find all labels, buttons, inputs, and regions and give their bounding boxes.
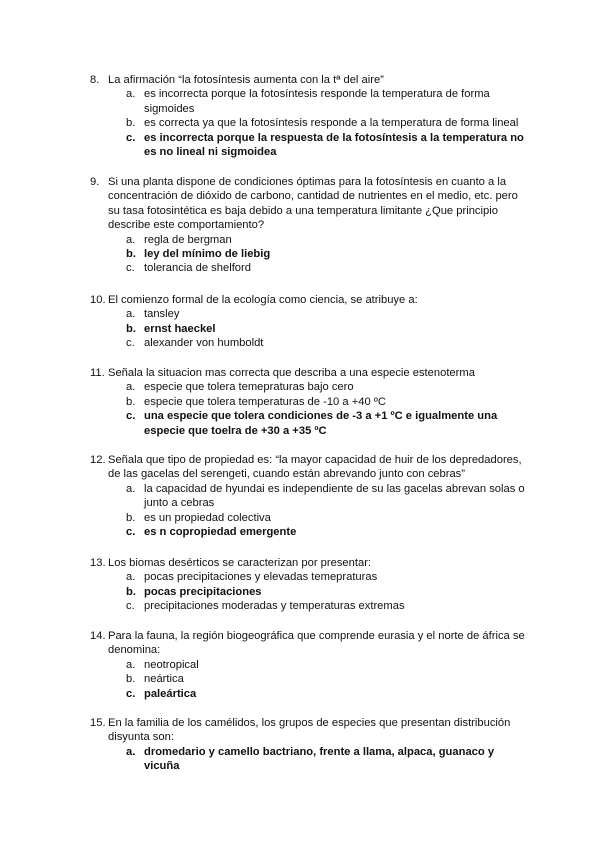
option-letter: b.	[126, 395, 136, 408]
option-letter: a.	[126, 745, 136, 758]
question-text: Para la fauna, la región biogeográfica que comprende eurasia y el norte de áfrica se denomina:	[108, 630, 525, 657]
question-number: 13.	[90, 557, 106, 569]
option-c	[90, 261, 530, 275]
option-list	[90, 380, 530, 438]
option-a	[90, 87, 530, 116]
option-c-correct	[90, 525, 530, 539]
option-letter: c.	[126, 600, 135, 613]
option-letter: b.	[126, 322, 136, 335]
option-text: alexander von humboldt	[144, 337, 264, 350]
option-c-correct	[90, 687, 530, 701]
option-list	[90, 570, 530, 613]
option-text: dromedario y camello bactriano, frente a llama, alpaca, guanaco y vicuña	[144, 745, 495, 773]
option-c-correct	[90, 131, 530, 160]
option-text: ley del mínimo de liebig	[144, 248, 271, 261]
option-letter: b.	[126, 117, 136, 130]
option-text: una especie que tolera condiciones de -3 a +1 ºC e igualmente una especie que toelra de +30 a +35 ºC	[144, 410, 498, 437]
option-list	[90, 658, 530, 701]
option-letter: b.	[126, 585, 136, 598]
option-text: neártica	[144, 673, 184, 686]
question-12	[90, 453, 530, 539]
question-8	[90, 73, 530, 159]
option-text: pocas precipitaciones	[144, 585, 262, 598]
option-c-correct	[90, 409, 530, 438]
option-letter: c.	[126, 262, 135, 275]
question-text: Si una planta dispone de condiciones óptimas para la fotosíntesis en cuanto a la concentración de dióxido de carbono, cantidad de nutrientes en el medio, etc. pero su tasa fotosintética es baja debido a una temperatura limitante ¿Que principio describe este comportamiento?	[108, 176, 518, 232]
option-a	[90, 482, 530, 511]
question-number: 15.	[90, 717, 106, 729]
option-letter: a.	[126, 381, 136, 394]
option-list	[90, 745, 530, 774]
option-list	[90, 87, 530, 159]
question-number: 11.	[90, 367, 105, 379]
option-a	[90, 307, 530, 321]
option-text: es un propiedad colectiva	[144, 511, 271, 524]
option-letter: b.	[126, 511, 136, 524]
option-b	[90, 116, 530, 130]
option-text: neotropical	[144, 658, 199, 671]
question-10	[90, 293, 530, 351]
option-text: regla de bergman	[144, 233, 232, 246]
option-text: es incorrecta porque la fotosíntesis responde la temperatura de forma sigmoides	[144, 88, 490, 115]
option-text: tansley	[144, 308, 180, 321]
option-text: precipitaciones moderadas y temperaturas extremas	[144, 600, 405, 613]
option-b-correct	[90, 322, 530, 336]
option-list	[90, 482, 530, 540]
option-text: especie que tolera temepraturas bajo cero	[144, 381, 354, 394]
option-letter: a.	[126, 308, 136, 321]
question-9	[90, 175, 530, 276]
question-11	[90, 366, 530, 438]
option-text: es incorrecta porque la respuesta de la fotosíntesis a la temperatura no es no lineal ni sigmoidea	[144, 131, 524, 159]
option-letter: c.	[126, 410, 136, 423]
option-a-correct	[90, 745, 530, 774]
question-number: 14.	[90, 630, 106, 642]
option-letter: a.	[126, 571, 136, 584]
question-number: 9.	[90, 176, 100, 188]
option-list	[90, 233, 530, 276]
option-letter: c.	[126, 526, 136, 539]
option-text: pocas precipitaciones y elevadas temepraturas	[144, 571, 378, 584]
option-a	[90, 658, 530, 672]
option-b-correct	[90, 585, 530, 599]
question-14	[90, 629, 530, 701]
question-number: 12.	[90, 454, 106, 466]
option-list	[90, 307, 530, 350]
option-text: es n copropiedad emergente	[144, 526, 297, 539]
option-b	[90, 395, 530, 409]
question-text: Los biomas desérticos se caracterizan por presentar:	[108, 557, 372, 569]
question-text: Señala que tipo de propiedad es: “la mayor capacidad de huir de los depredadores, de las gacelas del serengeti, cuando están abrevando junto con cebras”	[108, 454, 522, 481]
option-letter: c.	[126, 131, 136, 144]
option-text: ernst haeckel	[144, 322, 216, 335]
option-b	[90, 511, 530, 525]
option-a	[90, 233, 530, 247]
question-number: 8.	[90, 74, 100, 86]
option-text: paleártica	[144, 687, 197, 700]
option-b-correct	[90, 247, 530, 261]
question-text: El comienzo formal de la ecología como ciencia, se atribuye a:	[108, 294, 418, 306]
option-b	[90, 672, 530, 686]
question-number: 10.	[90, 294, 106, 306]
option-letter: a.	[126, 658, 136, 671]
question-text: En la familia de los camélidos, los grupos de especies que presentan distribución disyunta son:	[108, 717, 511, 744]
question-text: Señala la situacion mas correcta que describa a una especie estenoterma	[108, 367, 475, 379]
option-a	[90, 570, 530, 584]
question-13	[90, 556, 530, 614]
option-c	[90, 336, 530, 350]
option-letter: b.	[126, 248, 136, 261]
question-15	[90, 716, 530, 774]
option-a	[90, 380, 530, 394]
option-text: es correcta ya que la fotosíntesis responde a la temperatura de forma lineal	[144, 117, 519, 130]
option-c	[90, 599, 530, 613]
option-text: especie que tolera temperaturas de -10 a +40 ºC	[144, 395, 386, 408]
option-letter: c.	[126, 687, 136, 700]
question-text: La afirmación “la fotosíntesis aumenta con la tª del aire”	[108, 74, 384, 86]
option-letter: a.	[126, 482, 136, 495]
option-letter: a.	[126, 233, 136, 246]
option-text: la capacidad de hyundai es independiente de su las gacelas abrevan solas o junto a cebras	[144, 482, 525, 510]
option-letter: a.	[126, 88, 136, 101]
option-letter: b.	[126, 673, 136, 686]
option-text: tolerancia de shelford	[144, 262, 251, 275]
option-letter: c.	[126, 337, 135, 350]
